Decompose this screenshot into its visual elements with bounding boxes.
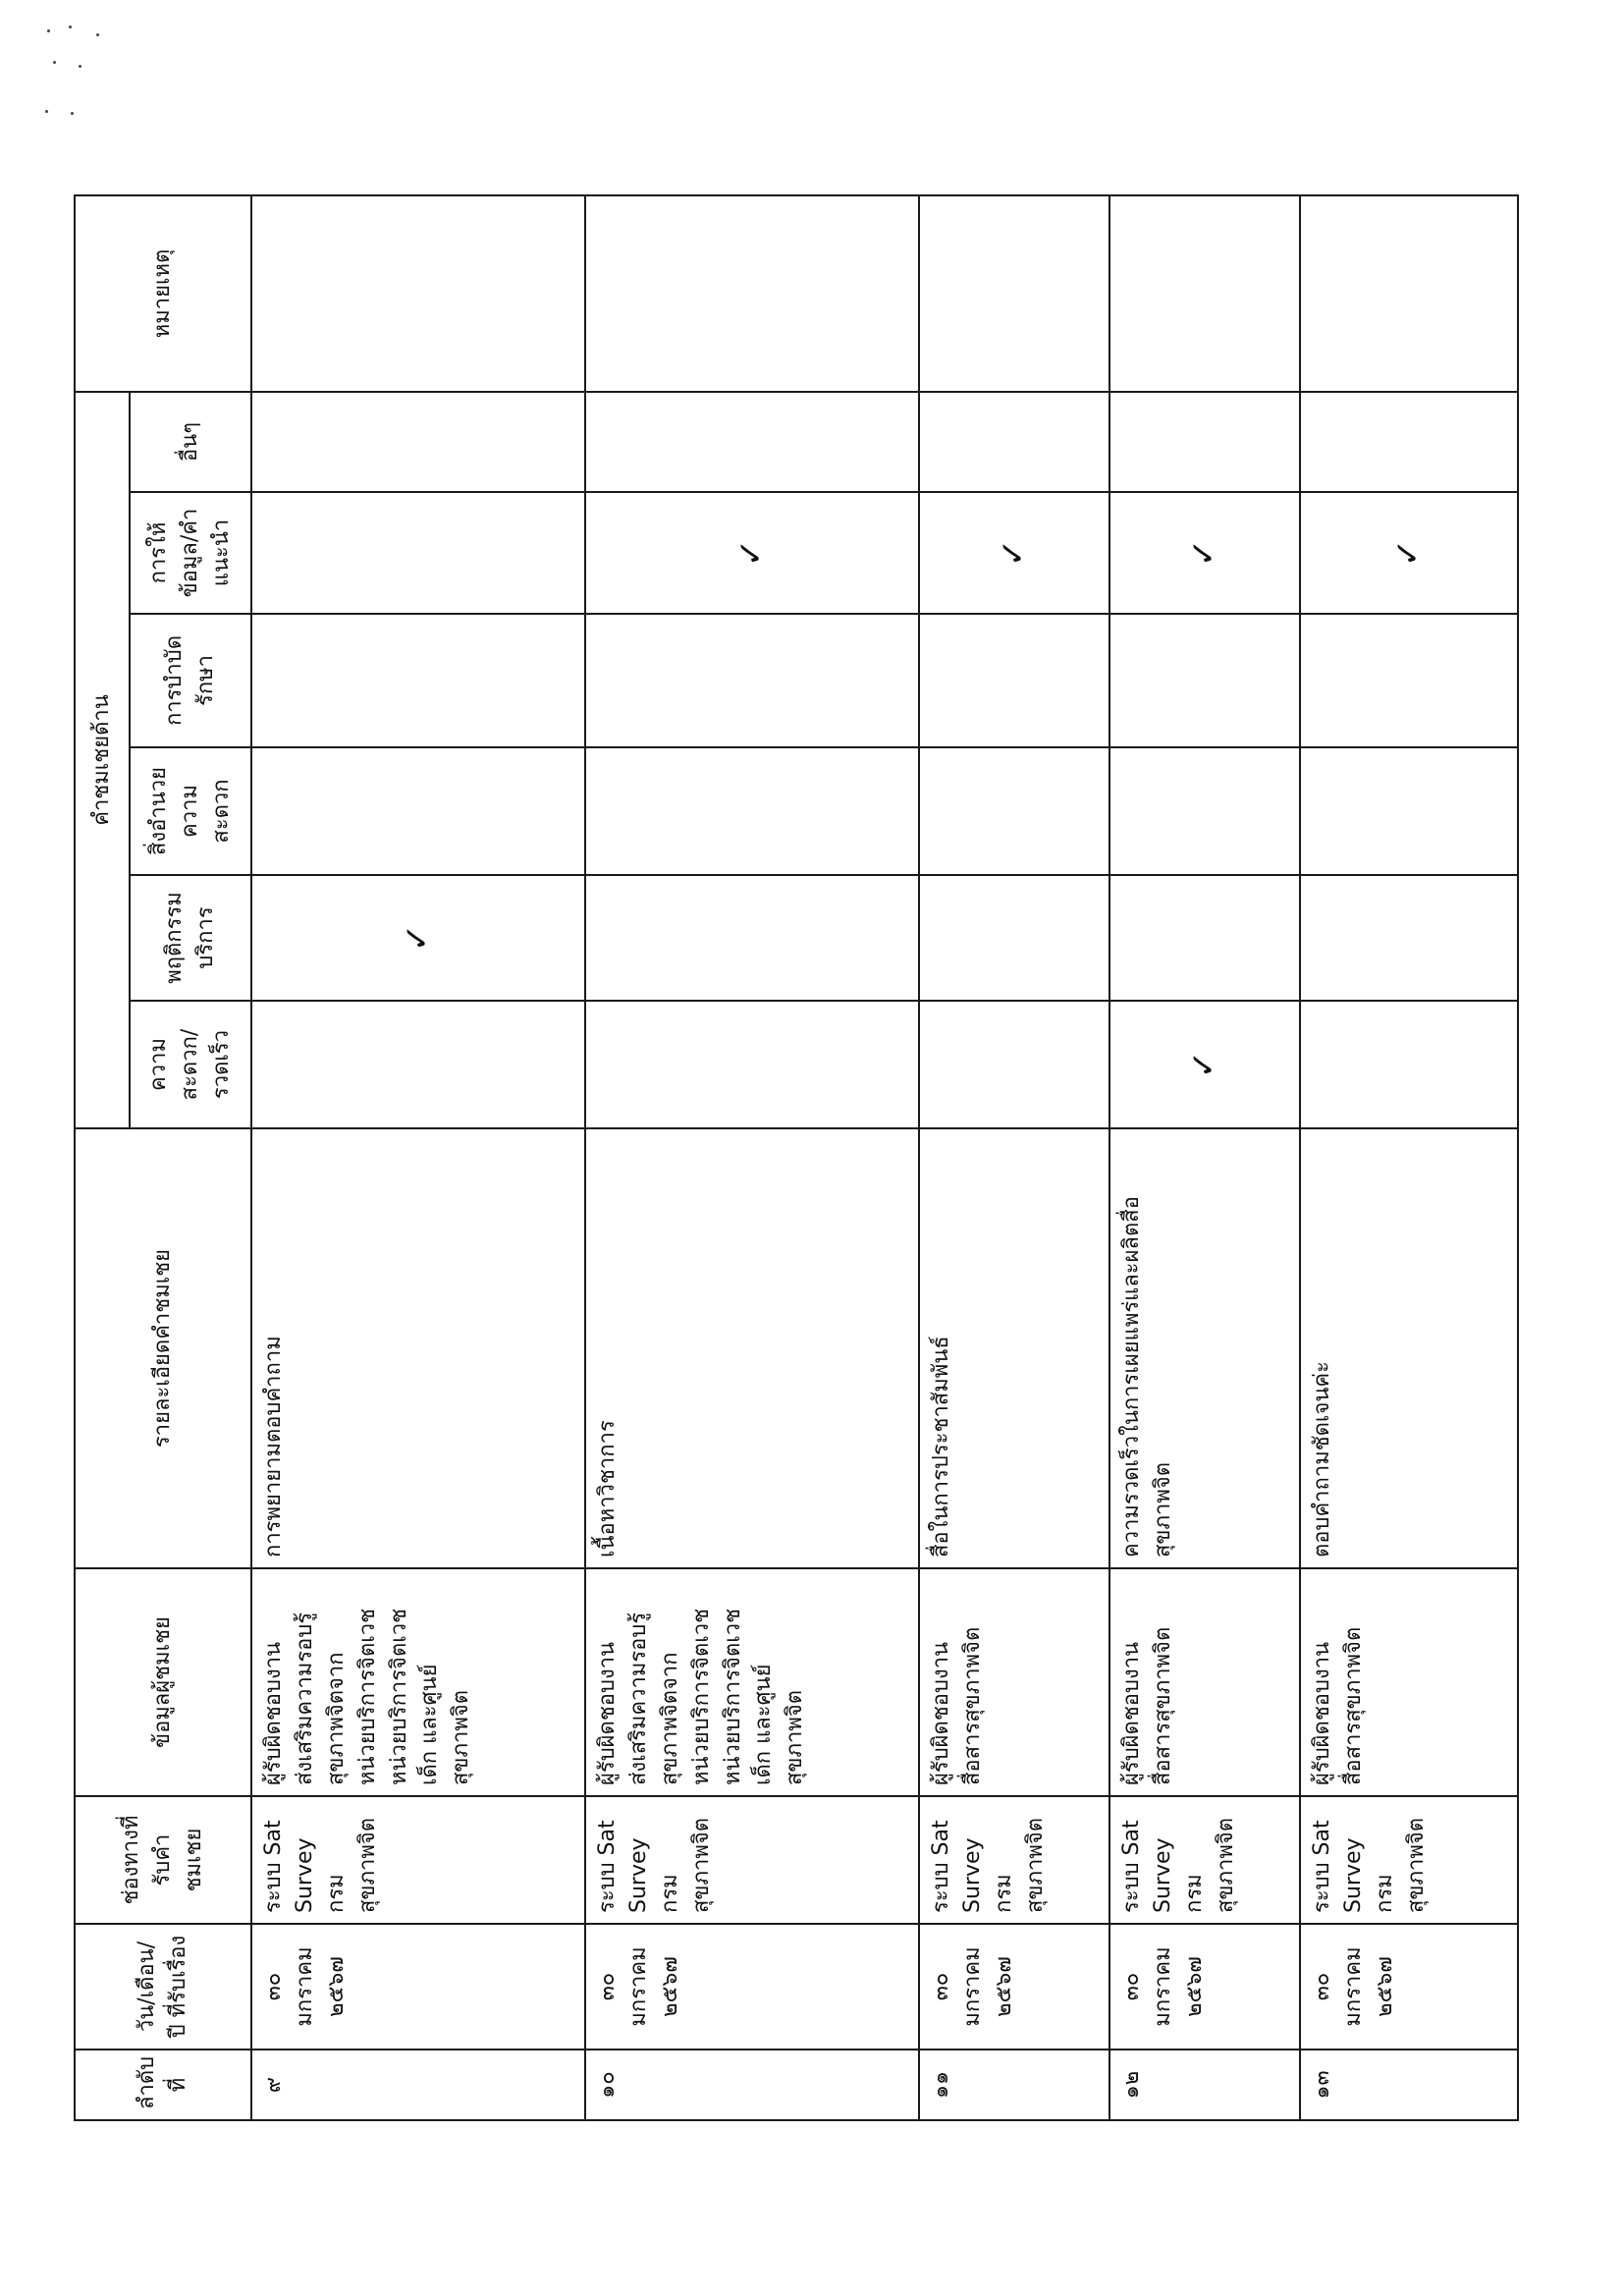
row-remarks (251, 195, 585, 392)
check-service-behavior (1109, 875, 1300, 1001)
header-praise-group: คำชมเชยด้าน (75, 392, 130, 1128)
check-information: ✓ (919, 492, 1109, 614)
check-facilities (1300, 747, 1518, 875)
check-other (585, 392, 919, 492)
check-facilities (1109, 747, 1300, 875)
row-date: ๓๐ มกราคม ๒๕๖๗ (919, 1924, 1109, 2050)
check-information (251, 492, 585, 614)
check-convenience (585, 1001, 919, 1128)
check-other (1300, 392, 1518, 492)
check-information: ✓ (1109, 492, 1300, 614)
row-channel: ระบบ Sat Survey กรม สุขภาพจิต (919, 1796, 1109, 1924)
row-seq: ๙ (251, 2050, 585, 2120)
row-remarks (1109, 195, 1300, 392)
row-seq: ๑๓ (1300, 2050, 1518, 2120)
row-channel: ระบบ Sat Survey กรม สุขภาพจิต (1300, 1796, 1518, 1924)
row-date: ๓๐ มกราคม ๒๕๖๗ (1109, 1924, 1300, 2050)
check-information: ✓ (1300, 492, 1518, 614)
row-date: ๓๐ มกราคม ๒๕๖๗ (1300, 1924, 1518, 2050)
header-complainant: ข้อมูลผู้ชมเชย (75, 1568, 251, 1796)
header-treatment: การบำบัดรักษา (130, 614, 251, 747)
row-date: ๓๐ มกราคม ๒๕๖๗ (585, 1924, 919, 2050)
check-convenience: ✓ (1109, 1001, 1300, 1128)
header-channel: ช่องทางที่รับคำชมเชย (75, 1796, 251, 1924)
row-channel: ระบบ Sat Survey กรม สุขภาพจิต (1109, 1796, 1300, 1924)
row-channel: ระบบ Sat Survey กรม สุขภาพจิต (585, 1796, 919, 1924)
row-complainant: ผู้รับผิดชอบงาน สื่อสารสุขภาพจิต (919, 1568, 1109, 1796)
row-complainant: ผู้รับผิดชอบงาน สื่อสารสุขภาพจิต (1300, 1568, 1518, 1796)
check-service-behavior (585, 875, 919, 1001)
check-other (1109, 392, 1300, 492)
row-complainant: ผู้รับผิดชอบงาน ส่งเสริมความรอบรู้ สุขภาพจิตจาก หน่วยบริการจิตเวช หน่วยบริการจิตเวช เด็ก และศูนย์ สุขภาพจิต (585, 1568, 919, 1796)
row-details: ตอบคำถามชัดเจนค่ะ (1300, 1128, 1518, 1568)
row-channel: ระบบ Sat Survey กรม สุขภาพจิต (251, 1796, 585, 1924)
table-row (1109, 195, 1300, 2120)
row-seq: ๑๐ (585, 2050, 919, 2120)
table-row (1300, 195, 1518, 2120)
check-service-behavior: ✓ (251, 875, 585, 1001)
header-convenience: ความสะดวก/รวดเร็ว (130, 1001, 251, 1128)
row-remarks (1300, 195, 1518, 392)
table-row (585, 195, 919, 2120)
row-date: ๓๐ มกราคม ๒๕๖๗ (251, 1924, 585, 2050)
check-convenience (1300, 1001, 1518, 1128)
header-other: อื่นๆ (130, 392, 251, 492)
table-row (919, 195, 1109, 2120)
check-information: ✓ (585, 492, 919, 614)
praise-table (74, 194, 1519, 2121)
row-details: การพยายามตอบคำถาม (251, 1128, 585, 1568)
header-details: รายละเอียดคำชมเชย (75, 1128, 251, 1568)
table-row (251, 195, 585, 2120)
check-service-behavior (1300, 875, 1518, 1001)
check-facilities (585, 747, 919, 875)
scan-artifact (39, 20, 118, 157)
row-complainant: ผู้รับผิดชอบงาน ส่งเสริมความรอบรู้ สุขภาพจิตจาก หน่วยบริการจิตเวช หน่วยบริการจิตเวช เด็ก และศูนย์ สุขภาพจิต (251, 1568, 585, 1796)
check-convenience (251, 1001, 585, 1128)
row-remarks (919, 195, 1109, 392)
header-date: วัน/เดือน/ปี ที่รับเรื่อง (75, 1924, 251, 2050)
check-facilities (919, 747, 1109, 875)
row-details: สื่อในการประชาสัมพันธ์ (919, 1128, 1109, 1568)
row-complainant: ผู้รับผิดชอบงาน สื่อสารสุขภาพจิต (1109, 1568, 1300, 1796)
check-facilities (251, 747, 585, 875)
header-seq: ลำดับที่ (75, 2050, 251, 2120)
row-remarks (585, 195, 919, 392)
header-service-behavior: พฤติกรรมบริการ (130, 875, 251, 1001)
row-details: ความรวดเร็วในการเผยแพร่และผลิตสื่อ สุขภาพจิต (1109, 1128, 1300, 1568)
header-remarks: หมายเหตุ (75, 195, 251, 392)
check-other (919, 392, 1109, 492)
check-convenience (919, 1001, 1109, 1128)
check-other (251, 392, 585, 492)
check-service-behavior (919, 875, 1109, 1001)
row-seq: ๑๒ (1109, 2050, 1300, 2120)
check-treatment (1300, 614, 1518, 747)
row-seq: ๑๑ (919, 2050, 1109, 2120)
rotated-page (74, 196, 1517, 2121)
check-treatment (585, 614, 919, 747)
header-facilities: สิ่งอำนวยความสะดวก (130, 747, 251, 875)
check-treatment (251, 614, 585, 747)
check-treatment (919, 614, 1109, 747)
row-details: เนื้อหาวิชาการ (585, 1128, 919, 1568)
header-information: การให้ข้อมูล/คำแนะนำ (130, 492, 251, 614)
check-treatment (1109, 614, 1300, 747)
